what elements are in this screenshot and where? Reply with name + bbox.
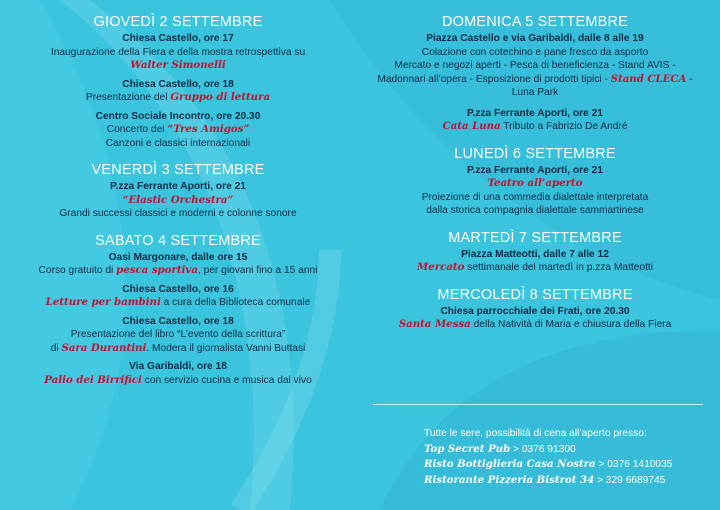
event	[20, 315, 336, 356]
event-location: Chiesa Castello, ore 18	[122, 78, 234, 90]
event-highlight: Mercato	[417, 261, 465, 273]
event-location: P.zza Ferrante Aporti, ore 21	[110, 181, 246, 192]
event-text: della Natività di Maria e chiusura della Fiera	[470, 319, 672, 330]
event-text: Proiezione di una commedia dialettale interpretata	[421, 191, 649, 203]
event	[370, 107, 700, 134]
restaurant-phone: > 0376 1410035	[595, 459, 673, 470]
event-location: Oasi Margonare, dalle ore 15	[108, 251, 248, 263]
right-column	[370, 14, 700, 337]
event-highlight: Cata Luna	[442, 120, 501, 132]
event-text: Grandi successi classici e moderni e colonne sonore	[59, 208, 297, 219]
event-text: , per giovani fino a 15 anni	[197, 265, 318, 276]
restaurant-name: Top Secret Pub	[424, 442, 511, 455]
event-text: di	[50, 342, 62, 354]
event-text: dalla storica compagnia dialettale sammartinese	[426, 205, 644, 216]
day-heading: DOMENICA 5 SETTEMBRE	[441, 14, 629, 30]
restaurant-entry	[424, 457, 714, 473]
event-highlight: “Tres Amigos”	[167, 123, 250, 135]
event-highlight: Palio dei Birrifici	[44, 373, 142, 386]
event	[370, 164, 700, 218]
event-location: Chiesa Castello, ore 18	[122, 315, 234, 327]
event-text: Colazione con cotechino e pane fresco da asporto	[421, 46, 649, 58]
event-highlight: pesca sportiva	[116, 264, 198, 276]
event-location: Chiesa Castello, ore 17	[122, 33, 234, 44]
event-text: Tributo a Fabrizio De André	[500, 121, 628, 132]
event	[20, 283, 336, 310]
day-heading: MARTEDÌ 7 SETTEMBRE	[448, 229, 622, 246]
event-location: Chiesa parrocchiale dei Frati, ore 20.30	[440, 305, 630, 317]
event-text: settimanale del martedì in p.zza Matteotti	[464, 262, 653, 273]
event-highlight: Santa Messa	[398, 318, 471, 330]
event-text: Canzoni e classici internazionali	[105, 137, 251, 149]
divider	[373, 404, 703, 405]
event-text: Mercato e negozi aperti - Pesca di beneficienza - Stand AVIS -	[394, 60, 676, 71]
event-text: Concerto dei	[106, 124, 168, 135]
event-text: Presentazione del libro “L’evento della scrittura”	[70, 329, 286, 340]
event-location: P.zza Ferrante Aporti, ore 21	[467, 164, 603, 176]
event-location: Piazza Matteotti, dalle 7 alle 12	[461, 248, 609, 260]
event-text: Madonnari all’opera - Esposizione di prodotti tipici -	[377, 73, 611, 85]
event-text: Presentazione del	[85, 92, 171, 103]
restaurant-phone: > 0376 91300	[510, 443, 576, 455]
event-location: Via Garibaldi, ore 18	[129, 361, 227, 372]
event	[370, 305, 700, 332]
event	[370, 32, 700, 100]
day-heading: SABATO 4 SETTEMBRE	[95, 232, 261, 249]
event-highlight: Sara Durantini	[61, 341, 147, 354]
event-text: Inaugurazione della Fiera e della mostra retrospettiva su	[50, 46, 306, 58]
event-highlight: Stand CLECA	[610, 72, 687, 85]
restaurant-entry	[424, 442, 714, 458]
event-location: Chiesa Castello, ore 16	[122, 283, 234, 295]
day-heading: GIOVEDÌ 2 SETTEMBRE	[93, 14, 263, 30]
event-text: con servizio cucina e musica dal vivo	[141, 374, 312, 386]
event-text: a cura della Biblioteca comunale	[160, 297, 311, 308]
event	[370, 248, 700, 275]
event-highlight: Gruppo di lettura	[170, 91, 271, 103]
event-highlight: Letture per bambini	[45, 296, 161, 308]
event-text: Corso gratuito di	[38, 265, 117, 276]
dinner-intro: Tutte le sere, possibilità di cena all’aperto presso:	[424, 428, 647, 439]
event-text: . Modera il giornalista Vanni Buttasi	[146, 342, 306, 354]
event-text: -	[686, 73, 693, 85]
dinner-info	[424, 426, 714, 488]
event	[20, 180, 336, 221]
event-location: Centro Sociale Incontro, ore 20.30	[95, 110, 261, 122]
restaurant-entry	[424, 473, 714, 489]
event-text: Luna Park	[511, 87, 559, 98]
event-highlight: Teatro all’aperto	[487, 177, 583, 189]
left-column	[20, 14, 336, 392]
event	[20, 251, 336, 278]
day-heading: LUNEDÌ 6 SETTEMBRE	[454, 145, 616, 162]
restaurant-phone: > 329 6689745	[594, 474, 666, 486]
event	[20, 360, 336, 387]
restaurant-name: Risto Bottiglieria Casa Nostra	[424, 458, 596, 470]
event-highlight: Walter Simonelli	[130, 59, 226, 71]
day-heading: VENERDÌ 3 SETTEMBRE	[91, 162, 265, 178]
event-highlight: “Elastic Orchestra”	[122, 193, 234, 206]
restaurant-name: Ristorante Pizzeria Bistrot 34	[424, 473, 595, 486]
event	[20, 78, 336, 105]
event-location: P.zza Ferrante Aporti, ore 21	[467, 107, 603, 119]
event	[20, 32, 336, 73]
event-location: Piazza Castello e via Garibaldi, dalle 8 alle 19	[426, 33, 644, 44]
event	[20, 110, 336, 151]
day-heading: MERCOLEDÌ 8 SETTEMBRE	[437, 286, 633, 303]
